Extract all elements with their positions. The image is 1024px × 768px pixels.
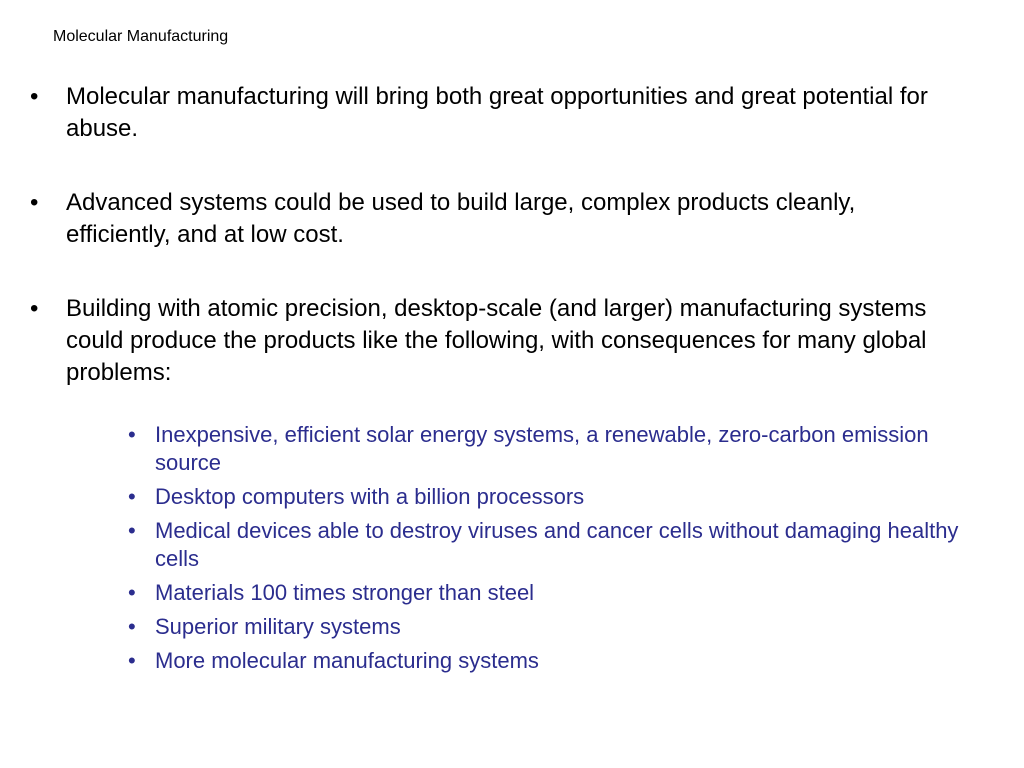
slide-title: Molecular Manufacturing <box>53 28 229 45</box>
sub-bullet-item <box>0 421 1024 477</box>
bullet-icon: • <box>128 614 136 639</box>
sub-bullet-text: Desktop computers with a billion processors <box>155 484 585 509</box>
bullet-icon: • <box>30 189 39 216</box>
sub-bullet-item <box>0 579 1024 607</box>
sub-bullet-text: Materials 100 times stronger than steel <box>155 580 535 605</box>
sub-bullet-text: More molecular manufacturing systems <box>155 648 539 673</box>
bullet-icon: • <box>128 422 136 447</box>
main-bullet-text: Building with atomic precision, desktop-scale (and larger) manufacturing systems could produce the products like the following, with consequences for many global problems: <box>66 295 927 386</box>
bullet-icon: • <box>128 580 136 605</box>
sub-bullet-item <box>0 647 1024 675</box>
sub-bullet-item <box>0 517 1024 573</box>
sub-bullet-text: Medical devices able to destroy viruses and cancer cells without damaging healthy cells <box>155 518 959 571</box>
main-bullet-item <box>0 293 1024 389</box>
main-bullet-item <box>0 187 1024 251</box>
main-bullet-text: Molecular manufacturing will bring both great opportunities and great potential for abuse. <box>66 83 928 142</box>
main-bullet-item <box>0 81 1024 145</box>
sub-bullet-item <box>0 483 1024 511</box>
bullet-icon: • <box>128 518 136 543</box>
main-bullet-list <box>0 81 1024 431</box>
sub-bullet-list <box>0 421 1024 681</box>
sub-bullet-text: Inexpensive, efficient solar energy systems, a renewable, zero-carbon emission source <box>155 422 929 475</box>
sub-bullet-text: Superior military systems <box>155 614 401 639</box>
main-bullet-text: Advanced systems could be used to build large, complex products cleanly, efficiently, and at low cost. <box>66 189 856 248</box>
bullet-icon: • <box>30 295 39 322</box>
bullet-icon: • <box>30 83 39 110</box>
sub-bullet-item <box>0 613 1024 641</box>
bullet-icon: • <box>128 648 136 673</box>
bullet-icon: • <box>128 484 136 509</box>
